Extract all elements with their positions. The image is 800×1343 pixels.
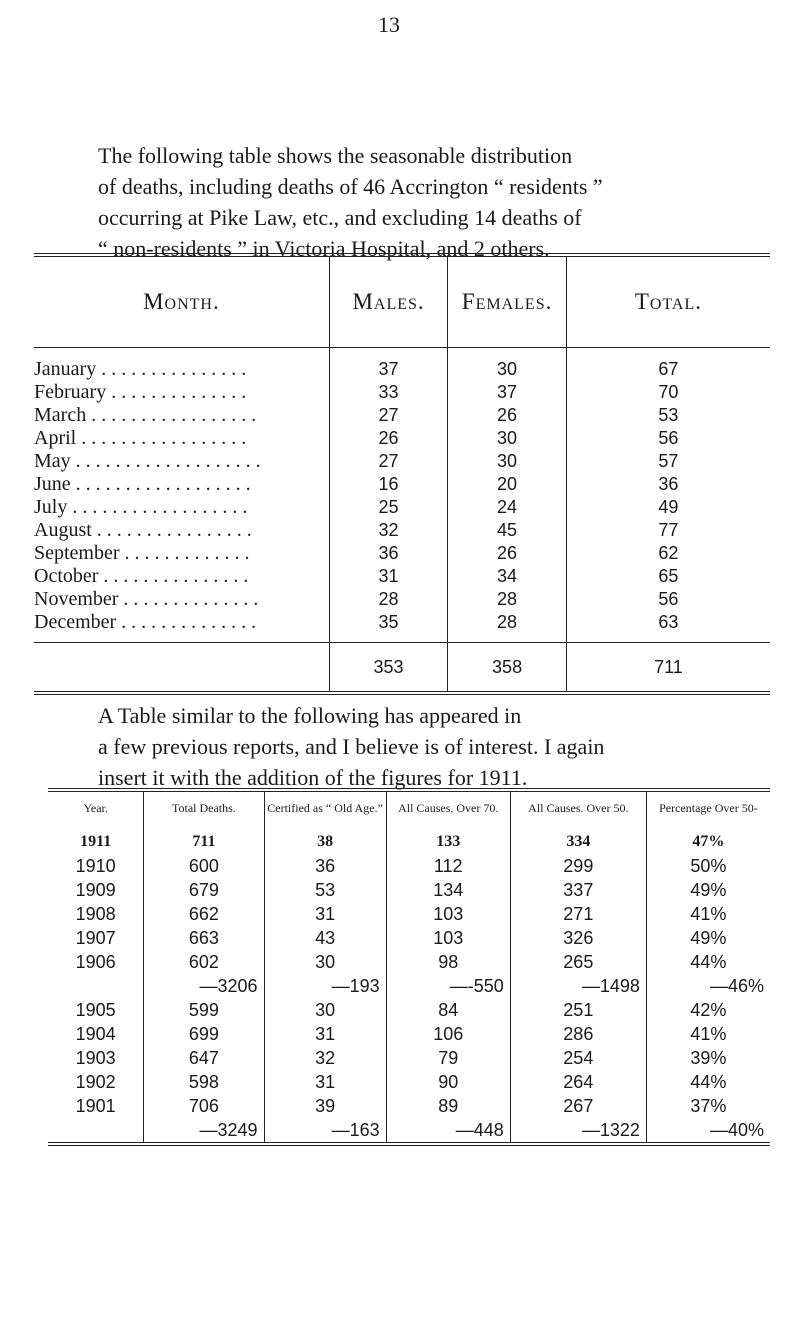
subtotal-cell-year <box>48 1118 143 1142</box>
subtotal-cell-pct: —40% <box>709 1120 764 1140</box>
table-cell-females: 45 <box>497 520 518 540</box>
table-body <box>34 348 770 642</box>
table-cell-year: 1908 <box>75 904 116 924</box>
table-bottom-rule <box>48 1142 770 1146</box>
cell-1911-over70: 133 <box>436 833 461 850</box>
table-cell-total: 599 <box>188 1000 219 1020</box>
table-cell-year: 1907 <box>75 928 116 948</box>
table-cell-total: 647 <box>188 1048 219 1068</box>
table-cell-certified: 31 <box>315 1024 336 1044</box>
table-cell-year: 1909 <box>75 880 116 900</box>
females-column <box>447 348 566 642</box>
second-line: a few previous reports, and I believe is of interest. I again <box>98 734 605 759</box>
page-number: 13 <box>378 12 400 37</box>
table-cell-month: December . . . . . . . . . . . . . . <box>34 611 257 633</box>
males-column <box>329 348 448 642</box>
header-percentage: Percentage Over 50- <box>659 801 758 815</box>
table-cell-males: 36 <box>378 543 399 563</box>
table-cell-month: January . . . . . . . . . . . . . . . <box>34 358 247 380</box>
table-cell-females: 37 <box>497 382 518 402</box>
table-cell-over50: 337 <box>563 880 594 900</box>
intro-line: of deaths, including deaths of 46 Accrington “ residents ” <box>98 174 603 199</box>
certified-column <box>264 792 386 1142</box>
table-cell-males: 31 <box>378 566 399 586</box>
table-cell-over70: 103 <box>433 928 464 948</box>
table-cell-over50: 264 <box>563 1072 594 1092</box>
table-cell-females: 28 <box>497 612 518 632</box>
table-cell-year: 1904 <box>75 1024 116 1044</box>
table-cell-over50: 254 <box>563 1048 594 1068</box>
cell-1911-year: 1911 <box>80 833 112 850</box>
intro-paragraph <box>64 140 754 264</box>
table-cell-over50: 326 <box>563 928 594 948</box>
table-cell-total: 598 <box>188 1072 219 1092</box>
table-cell-total: 65 <box>658 566 679 586</box>
table-cell-males: 25 <box>378 497 399 517</box>
table-cell-over70: 89 <box>438 1096 459 1116</box>
table-cell-females: 20 <box>497 474 518 494</box>
table-cell-males: 28 <box>378 589 399 609</box>
table-cell-pct: 39% <box>690 1048 727 1068</box>
table-cell-certified: 32 <box>315 1048 336 1068</box>
table-cell-over70: 106 <box>433 1024 464 1044</box>
table-cell-males: 16 <box>378 474 399 494</box>
over70-column <box>386 792 510 1142</box>
table-cell-month: August . . . . . . . . . . . . . . . . <box>34 519 252 541</box>
header-over70: All Causes. Over 70. <box>398 801 499 815</box>
table-cell-males: 35 <box>378 612 399 632</box>
table-cell-year: 1903 <box>75 1048 116 1068</box>
subtotal-cell-over50: —1498 <box>581 976 640 996</box>
table-cell-over50: 267 <box>563 1096 594 1116</box>
second-line: insert it with the addition of the figures for 1911. <box>98 765 528 790</box>
table-cell-females: 34 <box>497 566 518 586</box>
table-cell-certified: 30 <box>315 952 336 972</box>
cell-1911-over50: 334 <box>566 833 591 850</box>
table-cell-total: 49 <box>658 497 679 517</box>
over50-column <box>510 792 646 1142</box>
header-over50: All Causes. Over 50. <box>528 801 629 815</box>
table-cell-month: May . . . . . . . . . . . . . . . . . . . <box>34 450 261 472</box>
table-cell-females: 26 <box>497 405 518 425</box>
table-cell-males: 27 <box>378 451 399 471</box>
month-column <box>34 348 329 642</box>
table-cell-total: 699 <box>188 1024 219 1044</box>
table-cell-females: 24 <box>497 497 518 517</box>
subtotal-cell-total: —3249 <box>199 1120 258 1140</box>
totals-label-cell <box>34 643 329 691</box>
table-cell-males: 26 <box>378 428 399 448</box>
yearly-deaths-table <box>48 788 770 1146</box>
cell-1911-pct: 47% <box>692 833 725 850</box>
table-cell-over50: 265 <box>563 952 594 972</box>
cell-1911-certified: 38 <box>317 833 334 850</box>
table-cell-total: 663 <box>188 928 219 948</box>
table-cell-females: 30 <box>497 428 518 448</box>
intro-line: The following table shows the seasonable distribution <box>98 143 573 168</box>
table-cell-over70: 79 <box>438 1048 459 1068</box>
table-cell-pct: 37% <box>690 1096 727 1116</box>
table-cell-pct: 41% <box>690 904 727 924</box>
table-cell-year: 1905 <box>75 1000 116 1020</box>
table-cell-month: March . . . . . . . . . . . . . . . . . <box>34 404 257 426</box>
header-certified: Certified as “ Old Age.” <box>267 801 383 815</box>
year-column <box>48 792 143 1142</box>
header-females: Females. <box>447 257 566 347</box>
header-total: Total. <box>566 257 770 347</box>
subtotal-cell-total: —3206 <box>199 976 258 996</box>
total-deaths-column <box>143 792 263 1142</box>
table-cell-pct: 42% <box>690 1000 727 1020</box>
table-cell-pct: 49% <box>690 928 727 948</box>
intro-line: occurring at Pike Law, etc., and excluding 14 deaths of <box>98 205 582 230</box>
table-header <box>34 257 770 348</box>
header-males: Males. <box>329 257 448 347</box>
subtotal-cell-certified: —193 <box>331 976 380 996</box>
table-cell-over70: 103 <box>433 904 464 924</box>
percentage-column <box>646 792 770 1142</box>
table-cell-males: 37 <box>378 359 399 379</box>
table-cell-month: July . . . . . . . . . . . . . . . . . . <box>34 496 248 518</box>
table-cell-total: 53 <box>658 405 679 425</box>
table-cell-pct: 44% <box>690 952 727 972</box>
subtotal-cell-over70: —448 <box>455 1120 504 1140</box>
table-cell-year: 1901 <box>75 1096 116 1116</box>
table-cell-females: 26 <box>497 543 518 563</box>
table-cell-certified: 53 <box>315 880 336 900</box>
table-cell-total: 63 <box>658 612 679 632</box>
table-cell-pct: 41% <box>690 1024 727 1044</box>
table-cell-pct: 50% <box>690 856 727 876</box>
subtotal-cell-over70: —-550 <box>449 976 504 996</box>
table-cell-total: 57 <box>658 451 679 471</box>
table-cell-total: 56 <box>658 589 679 609</box>
table-cell-over50: 251 <box>563 1000 594 1020</box>
subtotal-cell-pct: —46% <box>709 976 764 996</box>
table-cell-males: 27 <box>378 405 399 425</box>
subtotal-cell-certified: —163 <box>331 1120 380 1140</box>
table-cell-year: 1902 <box>75 1072 116 1092</box>
table-cell-total: 602 <box>188 952 219 972</box>
table-cell-year: 1910 <box>75 856 116 876</box>
second-line: A Table similar to the following has appeared in <box>98 703 522 728</box>
table-cell-total: 662 <box>188 904 219 924</box>
table-cell-total: 56 <box>658 428 679 448</box>
table-cell-certified: 43 <box>315 928 336 948</box>
table-cell-certified: 30 <box>315 1000 336 1020</box>
table-cell-total: 70 <box>658 382 679 402</box>
subtotal-cell-year <box>48 974 143 998</box>
table-cell-females: 28 <box>497 589 518 609</box>
table-cell-certified: 31 <box>315 1072 336 1092</box>
monthly-deaths-table <box>34 253 770 695</box>
total-all: 711 <box>566 643 770 691</box>
header-total-deaths: Total Deaths. <box>172 801 236 815</box>
yearly-grid <box>48 792 770 1142</box>
table-cell-females: 30 <box>497 451 518 471</box>
table-cell-certified: 39 <box>315 1096 336 1116</box>
table-cell-over70: 90 <box>438 1072 459 1092</box>
total-males: 353 <box>329 643 448 691</box>
total-females: 358 <box>447 643 566 691</box>
cell-1911-total: 711 <box>192 833 216 850</box>
table-cell-males: 33 <box>378 382 399 402</box>
table-cell-total: 67 <box>658 359 679 379</box>
table-cell-males: 32 <box>378 520 399 540</box>
table-cell-over50: 271 <box>563 904 594 924</box>
table-cell-month: September . . . . . . . . . . . . . <box>34 542 250 564</box>
table-cell-total: 600 <box>188 856 219 876</box>
table-cell-over70: 84 <box>438 1000 459 1020</box>
second-paragraph <box>64 700 754 793</box>
table-cell-over50: 299 <box>563 856 594 876</box>
header-year: Year. <box>83 801 108 815</box>
totals-row <box>34 642 770 691</box>
table-cell-pct: 49% <box>690 880 727 900</box>
table-cell-total: 706 <box>188 1096 219 1116</box>
table-cell-total: 77 <box>658 520 679 540</box>
table-cell-total: 36 <box>658 474 679 494</box>
table-cell-certified: 36 <box>315 856 336 876</box>
table-cell-certified: 31 <box>315 904 336 924</box>
table-cell-total: 679 <box>188 880 219 900</box>
table-cell-month: June . . . . . . . . . . . . . . . . . . <box>34 473 251 495</box>
table-cell-month: October . . . . . . . . . . . . . . . <box>34 565 249 587</box>
subtotal-cell-over50: —1322 <box>581 1120 640 1140</box>
table-cell-month: February . . . . . . . . . . . . . . <box>34 381 247 403</box>
table-cell-over70: 98 <box>438 952 459 972</box>
table-bottom-rule <box>34 691 770 695</box>
table-cell-month: November . . . . . . . . . . . . . . <box>34 588 259 610</box>
table-cell-over70: 112 <box>433 856 463 876</box>
table-cell-over50: 286 <box>563 1024 594 1044</box>
table-cell-pct: 44% <box>690 1072 727 1092</box>
total-column <box>566 348 770 642</box>
header-month: Month. <box>143 289 220 314</box>
table-cell-year: 1906 <box>75 952 116 972</box>
table-cell-females: 30 <box>497 359 518 379</box>
intro-line: “ non-residents ” in Victoria Hospital, and 2 others. <box>98 236 550 261</box>
table-cell-over70: 134 <box>433 880 464 900</box>
table-cell-month: April . . . . . . . . . . . . . . . . . <box>34 427 247 449</box>
table-cell-total: 62 <box>658 543 679 563</box>
